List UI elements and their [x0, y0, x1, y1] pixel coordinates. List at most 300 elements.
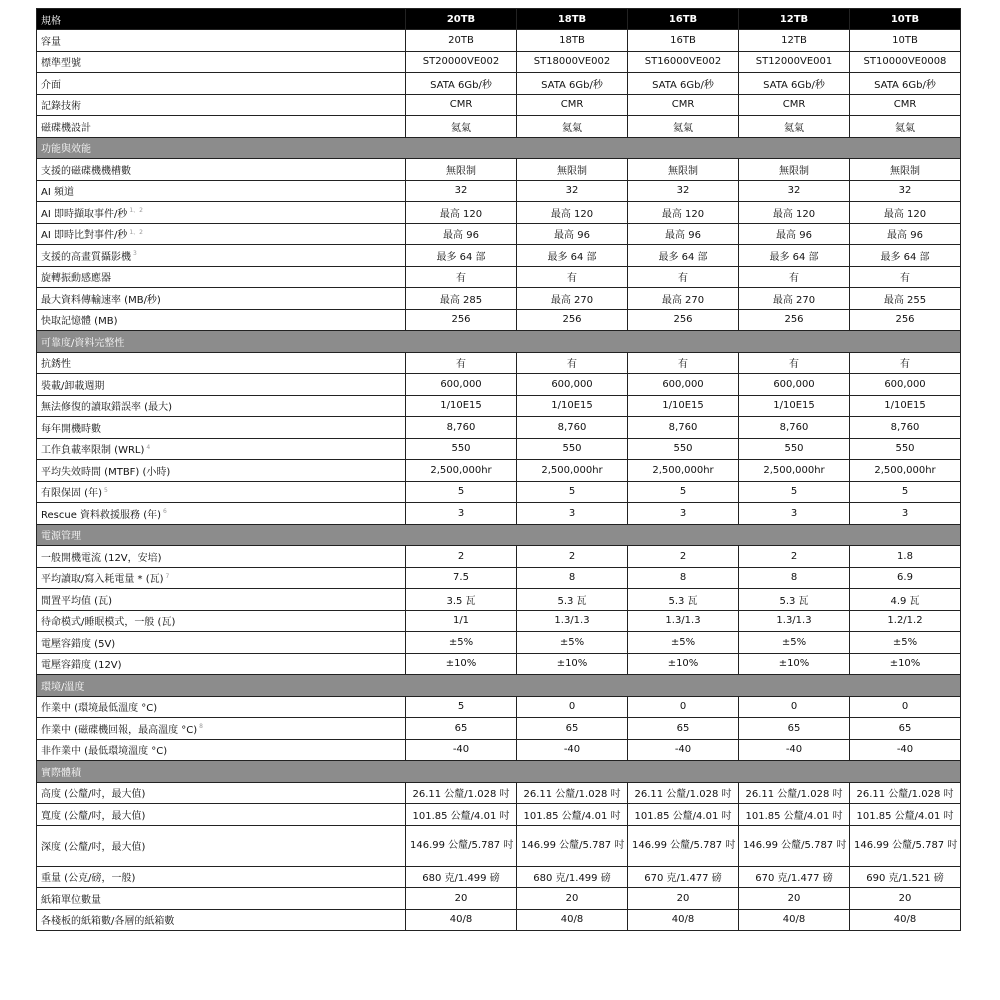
spec-value: 氦氣: [628, 116, 739, 138]
spec-value: 2,500,000hr: [739, 460, 850, 482]
spec-value: 2: [739, 546, 850, 568]
spec-label: 抗銹性: [41, 359, 71, 371]
spec-value: 有: [628, 266, 739, 288]
spec-value: 有: [406, 352, 517, 374]
spec-label: 各棧板的紙箱數/各層的紙箱數: [41, 916, 175, 928]
spec-value: 6.9: [850, 567, 961, 589]
spec-value: 8,760: [739, 417, 850, 439]
spec-value: 2: [406, 546, 517, 568]
spec-value: 最高 120: [517, 202, 628, 224]
footnote-marker: 6: [163, 508, 167, 516]
footnote-marker: 3: [133, 250, 137, 258]
spec-value: 1.3/1.3: [517, 610, 628, 632]
spec-label-cell: [37, 782, 406, 804]
spec-value: ST18000VE002: [517, 51, 628, 73]
spec-label: 記錄技術: [41, 101, 81, 113]
table-row: [37, 653, 961, 675]
spec-value: CMR: [850, 94, 961, 116]
spec-value: 32: [406, 180, 517, 202]
spec-label-cell: [37, 909, 406, 931]
spec-value: 有: [739, 352, 850, 374]
spec-value: 7.5: [406, 567, 517, 589]
spec-value: 40/8: [406, 909, 517, 931]
table-row: [37, 866, 961, 888]
table-row: [37, 696, 961, 718]
spec-label: 一般開機電流 (12V，安培): [41, 552, 162, 564]
spec-label: 作業中 (環境最低溫度 °C): [41, 703, 158, 715]
spec-value: 146.99 公釐/5.787 吋: [406, 825, 517, 866]
spec-value: 有: [850, 266, 961, 288]
spec-body: [37, 30, 961, 931]
spec-value: 40/8: [739, 909, 850, 931]
spec-label: 非作業中 (最低環境溫度 °C): [41, 746, 168, 758]
spec-value: ST16000VE002: [628, 51, 739, 73]
spec-label-cell: [37, 266, 406, 288]
spec-label: 裝載/卸載週期: [41, 380, 105, 392]
spec-value: ±5%: [628, 632, 739, 654]
spec-value: 101.85 公釐/4.01 吋: [628, 804, 739, 826]
section-header-row: [37, 137, 961, 159]
spec-value: SATA 6Gb/秒: [517, 73, 628, 95]
spec-label-cell: [37, 223, 406, 245]
spec-value: 最多 64 部: [406, 245, 517, 267]
spec-value: 26.11 公釐/1.028 吋: [406, 782, 517, 804]
spec-value: 550: [517, 438, 628, 460]
spec-label: 紙箱單位數量: [41, 894, 101, 906]
spec-label: 平均讀取/寫入耗電量 * (瓦): [41, 574, 164, 586]
spec-label: 快取記憶體 (MB): [41, 316, 118, 328]
spec-value: 146.99 公釐/5.787 吋: [517, 825, 628, 866]
spec-value: 氦氣: [406, 116, 517, 138]
spec-label: 閒置平均值 (瓦): [41, 595, 112, 607]
spec-value: 26.11 公釐/1.028 吋: [517, 782, 628, 804]
section-title: 功能與效能: [37, 137, 961, 159]
spec-value: 1.3/1.3: [628, 610, 739, 632]
spec-value: 無限制: [850, 159, 961, 181]
spec-value: 600,000: [406, 374, 517, 396]
spec-label-cell: [37, 888, 406, 910]
spec-label: AI 頻道: [41, 187, 74, 199]
spec-label-cell: [37, 696, 406, 718]
section-header-row: [37, 675, 961, 697]
spec-label-cell: [37, 352, 406, 374]
spec-value: -40: [628, 739, 739, 761]
spec-value: 最高 270: [628, 288, 739, 310]
spec-value: 550: [406, 438, 517, 460]
spec-label: 磁碟機設計: [41, 122, 91, 134]
spec-value: 680 克/1.499 磅: [517, 866, 628, 888]
spec-value: 3.5 瓦: [406, 589, 517, 611]
spec-label: 支援的高畫質攝影機: [41, 251, 131, 263]
spec-label: AI 即時擷取事件/秒: [41, 208, 128, 220]
spec-value: SATA 6Gb/秒: [739, 73, 850, 95]
spec-value: 20: [406, 888, 517, 910]
spec-value: 146.99 公釐/5.787 吋: [628, 825, 739, 866]
spec-value: 1/10E15: [628, 395, 739, 417]
spec-label: 重量 (公克/磅，一般): [41, 873, 136, 885]
spec-value: 最多 64 部: [517, 245, 628, 267]
spec-label-cell: [37, 309, 406, 331]
spec-label: 標準型號: [41, 58, 81, 70]
table-row: [37, 546, 961, 568]
table-row: [37, 567, 961, 589]
spec-value: 256: [517, 309, 628, 331]
spec-value: 8,760: [517, 417, 628, 439]
table-row: [37, 352, 961, 374]
spec-value: 1.8: [850, 546, 961, 568]
spec-value: 20: [850, 888, 961, 910]
spec-label-cell: [37, 73, 406, 95]
spec-label: 作業中 (磁碟機回報，最高溫度 °C): [41, 724, 198, 736]
footnote-marker: 1、2: [129, 228, 143, 236]
spec-value: 5: [628, 481, 739, 503]
spec-value: 256: [406, 309, 517, 331]
spec-value: 2: [628, 546, 739, 568]
spec-value: ±5%: [850, 632, 961, 654]
spec-value: 20: [628, 888, 739, 910]
header-model: 18TB: [517, 9, 628, 30]
table-row: [37, 94, 961, 116]
spec-label-cell: [37, 116, 406, 138]
spec-value: SATA 6Gb/秒: [628, 73, 739, 95]
section-header-row: [37, 524, 961, 546]
table-row: [37, 503, 961, 525]
footnote-marker: 5: [103, 486, 108, 494]
spec-value: 680 克/1.499 磅: [406, 866, 517, 888]
spec-value: 有: [850, 352, 961, 374]
spec-value: 40/8: [517, 909, 628, 931]
spec-value: CMR: [628, 94, 739, 116]
spec-value: 最高 96: [406, 223, 517, 245]
table-row: [37, 460, 961, 482]
spec-value: 1/10E15: [739, 395, 850, 417]
spec-value: 26.11 公釐/1.028 吋: [850, 782, 961, 804]
spec-value: 3: [406, 503, 517, 525]
spec-label-cell: [37, 481, 406, 503]
spec-value: CMR: [517, 94, 628, 116]
spec-label: 有限保固 (年): [41, 488, 102, 500]
spec-value: 32: [628, 180, 739, 202]
spec-label-cell: [37, 159, 406, 181]
spec-value: 5.3 瓦: [628, 589, 739, 611]
spec-value: 256: [628, 309, 739, 331]
spec-label-cell: [37, 202, 406, 224]
spec-value: 1.3/1.3: [739, 610, 850, 632]
spec-value: ST12000VE001: [739, 51, 850, 73]
spec-value: 600,000: [850, 374, 961, 396]
spec-value: 550: [628, 438, 739, 460]
spec-label: 電壓容錯度 (12V): [41, 660, 122, 672]
spec-value: -40: [406, 739, 517, 761]
header-model: 12TB: [739, 9, 850, 30]
spec-value: 1/10E15: [850, 395, 961, 417]
spec-label-cell: [37, 653, 406, 675]
spec-value: 1/10E15: [517, 395, 628, 417]
table-row: [37, 739, 961, 761]
header-model: 16TB: [628, 9, 739, 30]
table-row: [37, 888, 961, 910]
spec-label: 平均失效時間 (MTBF) (小時): [41, 466, 171, 478]
spec-label-cell: [37, 288, 406, 310]
spec-label: 最大資料傳輸速率 (MB/秒): [41, 294, 161, 306]
spec-value: 最高 255: [850, 288, 961, 310]
spec-value: 32: [739, 180, 850, 202]
spec-label-cell: [37, 374, 406, 396]
spec-value: 最多 64 部: [850, 245, 961, 267]
spec-value: 670 克/1.477 磅: [739, 866, 850, 888]
spec-value: 550: [739, 438, 850, 460]
spec-value: 20: [517, 888, 628, 910]
spec-value: -40: [517, 739, 628, 761]
spec-label: 無法修復的讀取錯誤率 (最大): [41, 402, 172, 414]
spec-value: 有: [517, 352, 628, 374]
spec-value: 氦氣: [517, 116, 628, 138]
spec-label-cell: [37, 417, 406, 439]
spec-label-cell: [37, 94, 406, 116]
spec-value: ST10000VE0008: [850, 51, 961, 73]
spec-value: 有: [406, 266, 517, 288]
spec-value: 5: [406, 481, 517, 503]
spec-label-cell: [37, 632, 406, 654]
spec-label: 深度 (公釐/吋，最大值): [41, 842, 146, 853]
spec-label-cell: [37, 718, 406, 740]
footnote-marker: 1、2: [129, 207, 143, 215]
footnote-marker: 8: [199, 723, 203, 731]
spec-value: 26.11 公釐/1.028 吋: [739, 782, 850, 804]
table-row: [37, 116, 961, 138]
spec-value: CMR: [739, 94, 850, 116]
spec-value: 550: [850, 438, 961, 460]
table-row: [37, 51, 961, 73]
table-row: [37, 395, 961, 417]
table-row: [37, 309, 961, 331]
spec-label: 容量: [41, 36, 61, 48]
section-title: 電源管理: [37, 524, 961, 546]
spec-label-cell: [37, 825, 406, 866]
spec-value: 26.11 公釐/1.028 吋: [628, 782, 739, 804]
spec-value: 0: [628, 696, 739, 718]
table-row: [37, 245, 961, 267]
spec-label: Rescue 資料救援服務 (年): [41, 509, 162, 521]
spec-value: 最高 96: [517, 223, 628, 245]
spec-label-cell: [37, 460, 406, 482]
spec-label-cell: [37, 567, 406, 589]
spec-value: 8: [739, 567, 850, 589]
spec-value: 8: [628, 567, 739, 589]
spec-value: 1.2/1.2: [850, 610, 961, 632]
spec-value: 5.3 瓦: [739, 589, 850, 611]
spec-value: 最高 96: [739, 223, 850, 245]
table-row: [37, 417, 961, 439]
spec-label: 電壓容錯度 (5V): [41, 638, 116, 650]
spec-value: 4.9 瓦: [850, 589, 961, 611]
table-row: [37, 30, 961, 52]
table-row: [37, 374, 961, 396]
spec-value: 3: [739, 503, 850, 525]
spec-label-cell: [37, 30, 406, 52]
section-title: 實際體積: [37, 761, 961, 783]
spec-value: 2,500,000hr: [850, 460, 961, 482]
spec-value: 最高 120: [739, 202, 850, 224]
spec-label: 支援的磁碟機機槽數: [41, 165, 131, 177]
spec-label: 待命模式/睡眠模式，一般 (瓦): [41, 617, 176, 629]
footnote-marker: 7: [165, 572, 170, 580]
spec-value: 101.85 公釐/4.01 吋: [517, 804, 628, 826]
spec-value: 600,000: [628, 374, 739, 396]
spec-value: 101.85 公釐/4.01 吋: [850, 804, 961, 826]
spec-label: AI 即時比對事件/秒: [41, 230, 128, 242]
spec-value: 最高 285: [406, 288, 517, 310]
spec-value: 0: [517, 696, 628, 718]
spec-value: 最高 96: [628, 223, 739, 245]
spec-value: ±5%: [739, 632, 850, 654]
spec-value: 146.99 公釐/5.787 吋: [739, 825, 850, 866]
spec-label-cell: [37, 245, 406, 267]
spec-value: 8,760: [406, 417, 517, 439]
spec-value: ±10%: [517, 653, 628, 675]
spec-value: 256: [739, 309, 850, 331]
table-row: [37, 180, 961, 202]
spec-value: 最高 96: [850, 223, 961, 245]
spec-value: 最多 64 部: [739, 245, 850, 267]
spec-value: ±5%: [517, 632, 628, 654]
spec-value: 65: [517, 718, 628, 740]
spec-value: 1/1: [406, 610, 517, 632]
table-row: [37, 909, 961, 931]
spec-value: 2,500,000hr: [628, 460, 739, 482]
table-row: [37, 438, 961, 460]
spec-value: 3: [517, 503, 628, 525]
spec-value: 無限制: [406, 159, 517, 181]
header-row: [37, 9, 961, 30]
section-header-row: [37, 331, 961, 353]
table-row: [37, 782, 961, 804]
spec-value: 5.3 瓦: [517, 589, 628, 611]
spec-value: -40: [739, 739, 850, 761]
spec-label-cell: [37, 546, 406, 568]
spec-value: ±10%: [406, 653, 517, 675]
spec-value: CMR: [406, 94, 517, 116]
footnote-marker: 4: [146, 443, 151, 451]
spec-value: 20: [739, 888, 850, 910]
spec-value: 32: [850, 180, 961, 202]
spec-value: 有: [739, 266, 850, 288]
spec-value: 40/8: [628, 909, 739, 931]
spec-value: 8: [517, 567, 628, 589]
spec-value: ST20000VE002: [406, 51, 517, 73]
spec-label: 工作負載率限制 (WRL): [41, 445, 145, 457]
spec-value: 最高 120: [628, 202, 739, 224]
spec-label: 介面: [41, 79, 61, 91]
spec-value: 無限制: [628, 159, 739, 181]
spec-value: 最高 120: [850, 202, 961, 224]
spec-value: 最高 270: [517, 288, 628, 310]
spec-value: 65: [739, 718, 850, 740]
table-row: [37, 610, 961, 632]
spec-value: 65: [406, 718, 517, 740]
spec-value: 無限制: [739, 159, 850, 181]
section-title: 環境/溫度: [37, 675, 961, 697]
spec-value: 101.85 公釐/4.01 吋: [406, 804, 517, 826]
spec-value: 無限制: [517, 159, 628, 181]
table-row: [37, 288, 961, 310]
spec-value: 氦氣: [850, 116, 961, 138]
section-header-row: [37, 761, 961, 783]
spec-value: 最高 270: [739, 288, 850, 310]
spec-value: 8,760: [628, 417, 739, 439]
spec-value: 1/10E15: [406, 395, 517, 417]
spec-label-cell: [37, 804, 406, 826]
header-model: 10TB: [850, 9, 961, 30]
spec-value: 3: [628, 503, 739, 525]
spec-value: ±10%: [850, 653, 961, 675]
spec-value: 5: [850, 481, 961, 503]
spec-value: 65: [628, 718, 739, 740]
spec-value: 5: [406, 696, 517, 718]
spec-label-cell: [37, 610, 406, 632]
section-title: 可靠度/資料完整性: [37, 331, 961, 353]
spec-value: 最高 120: [406, 202, 517, 224]
spec-label-cell: [37, 51, 406, 73]
spec-value: 65: [850, 718, 961, 740]
table-row: [37, 589, 961, 611]
spec-label: 每年開機時數: [41, 423, 101, 435]
table-row: [37, 223, 961, 245]
header-model: 20TB: [406, 9, 517, 30]
spec-label-cell: [37, 866, 406, 888]
spec-value: 有: [628, 352, 739, 374]
spec-value: -40: [850, 739, 961, 761]
spec-value: 有: [517, 266, 628, 288]
spec-value: 600,000: [739, 374, 850, 396]
spec-value: 18TB: [517, 30, 628, 52]
spec-value: 600,000: [517, 374, 628, 396]
spec-label-cell: [37, 438, 406, 460]
spec-value: 3: [850, 503, 961, 525]
spec-value: 0: [739, 696, 850, 718]
spec-value: 8,760: [850, 417, 961, 439]
table-row: [37, 632, 961, 654]
spec-value: 10TB: [850, 30, 961, 52]
spec-value: 16TB: [628, 30, 739, 52]
spec-value: 2,500,000hr: [406, 460, 517, 482]
spec-table: [36, 8, 961, 931]
spec-value: 40/8: [850, 909, 961, 931]
table-row: [37, 481, 961, 503]
spec-label-cell: [37, 503, 406, 525]
spec-value: 氦氣: [739, 116, 850, 138]
spec-value: ±10%: [739, 653, 850, 675]
spec-value: 20TB: [406, 30, 517, 52]
spec-value: 最多 64 部: [628, 245, 739, 267]
spec-value: 5: [739, 481, 850, 503]
table-row: [37, 159, 961, 181]
spec-value: 2: [517, 546, 628, 568]
spec-label-cell: [37, 395, 406, 417]
spec-label-cell: [37, 589, 406, 611]
spec-value: 2,500,000hr: [517, 460, 628, 482]
table-row: [37, 718, 961, 740]
spec-value: 690 克/1.521 磅: [850, 866, 961, 888]
spec-label-cell: [37, 180, 406, 202]
spec-value: SATA 6Gb/秒: [406, 73, 517, 95]
spec-label: 高度 (公釐/吋，最大值): [41, 789, 146, 801]
spec-value: 101.85 公釐/4.01 吋: [739, 804, 850, 826]
header-label: 規格: [37, 9, 406, 30]
spec-value: 0: [850, 696, 961, 718]
spec-value: 5: [517, 481, 628, 503]
table-row: [37, 73, 961, 95]
